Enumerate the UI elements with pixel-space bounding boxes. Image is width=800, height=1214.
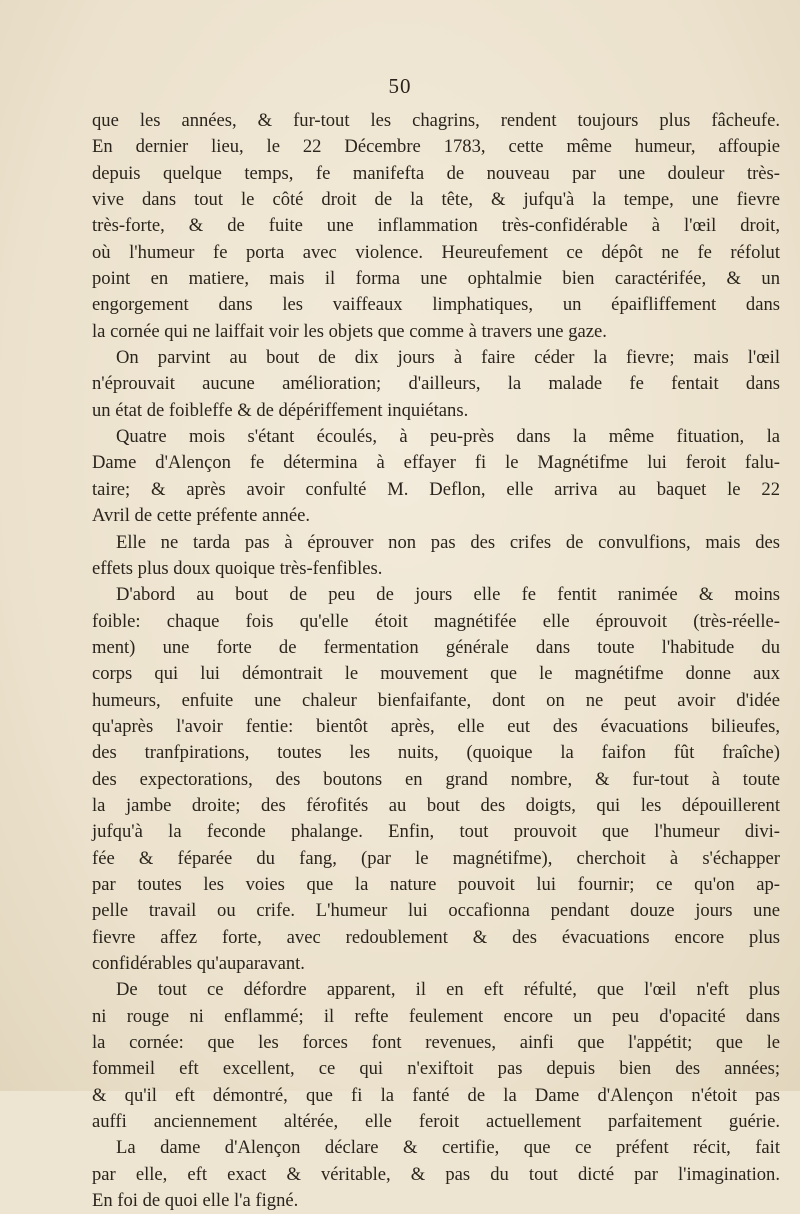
text-line: auffi anciennement altérée, elle feroit actuellement parfaitement guérie. [92,1111,780,1133]
text-line: qu'après l'avoir fentie: bientôt après, elle eut des évacuations bilieufes, [92,715,780,737]
text-line: la cornée qui ne laiffait voir les objets que comme à travers une gaze. [92,320,607,342]
text-line: corps qui lui démontrait le mouvement que le magnétifme donne aux [92,663,780,685]
text-line: Quatre mois s'étant écoulés, à peu-près dans la même fituation, la [116,426,780,448]
text-line: Dame d'Alençon fe détermina à effayer fi le Magnétifme lui feroit falu- [92,452,780,474]
text-line: très-forte, & de fuite une inflammation très-confidérable à l'œil droit, [92,215,780,237]
text-line: & qu'il eft démontré, que fi la fanté de la Dame d'Alençon n'étoit pas [92,1084,780,1106]
text-line: fée & féparée du fang, (par le magnétifme), cherchoit à s'échapper [92,847,780,869]
text-line: effets plus doux quoique très-fenfibles. [92,557,383,579]
text-line: humeurs, enfuite une chaleur bienfaifante, dont on ne peut avoir d'idée [92,689,780,711]
text-line: des expectorations, des boutons en grand nombre, & fur-tout à toute [92,768,780,790]
text-line: la jambe droite; des férofités au bout des doigts, qui les dépouillerent [92,794,780,816]
text-line: taire; & après avoir confulté M. Deflon, elle arriva au baquet le 22 [92,478,780,500]
text-line: vive dans tout le côté droit de la tête, & jufqu'à la tempe, une fievre [92,189,780,211]
text-line: En dernier lieu, le 22 Décembre 1783, cette même humeur, affoupie [92,136,780,158]
text-line: n'éprouvait aucune amélioration; d'ailleurs, la malade fe fentait dans [92,373,780,395]
text-line: par toutes les voies que la nature pouvoit lui fournir; ce qu'on ap- [92,873,780,895]
text-line: un état de foibleffe & de dépériffement inquiétans. [92,399,469,421]
text-line: Avril de cette préfente année. [92,505,311,527]
text-line: En foi de quoi elle l'a figné. [92,1190,299,1212]
text-line: confidérables qu'auparavant. [92,953,305,974]
page-number: 50 [388,74,412,98]
text-line: des tranfpirations, toutes les nuits, (quoique la faifon fût fraîche) [92,742,780,764]
text-line: où l'humeur fe porta avec violence. Heureufement ce dépôt ne fe réfolut [92,241,780,263]
text-line: depuis quelque temps, fe manifefta de nouveau par une douleur très- [92,162,780,184]
text-line: fommeil eft excellent, ce qui n'exiftoit pas depuis bien des années; [92,1058,780,1080]
text-line: La dame d'Alençon déclare & certifie, que ce préfent récit, fait [116,1137,780,1159]
text-line: On parvint au bout de dix jours à faire céder la fievre; mais l'œil [116,347,780,369]
text-line: la cornée: que les forces font revenues, ainfi que l'appétit; que le [92,1032,780,1054]
text-line: par elle, eft exact & véritable, & pas du tout dicté par l'imagination. [92,1163,780,1185]
text-line: ni rouge ni enflammé; il refte feulement encore un peu d'opacité dans [92,1005,780,1027]
text-line: que les années, & fur-tout les chagrins, rendent toujours plus fâcheufe. [92,110,780,131]
text-line: foible: chaque fois qu'elle étoit magnétifée elle éprouvoit (très-réelle- [92,610,780,632]
text-line: engorgement dans les vaiffeaux limphatiques, un épaifliffement dans [92,294,780,316]
text-line: D'abord au bout de peu de jours elle fe fentit ranimée & moins [116,584,780,606]
text-line: De tout ce défordre apparent, il en eft réfulté, que l'œil n'eft plus [116,979,780,1001]
body-text [92,108,780,1214]
text-line: fievre affez forte, avec redoublement & des évacuations encore plus [92,926,780,948]
text-line: pelle travail ou crife. L'humeur lui occafionna pendant douze jours une [92,900,780,922]
text-line: Elle ne tarda pas à éprouver non pas des crifes de convulfions, mais des [116,531,780,553]
text-line: point en matiere, mais il forma une ophtalmie bien caractérifée, & un [92,268,780,290]
text-line: ment) une forte de fermentation générale dans toute l'habitude du [92,636,780,658]
text-line: jufqu'à la feconde phalange. Enfin, tout prouvoit que l'humeur divi- [92,821,780,843]
